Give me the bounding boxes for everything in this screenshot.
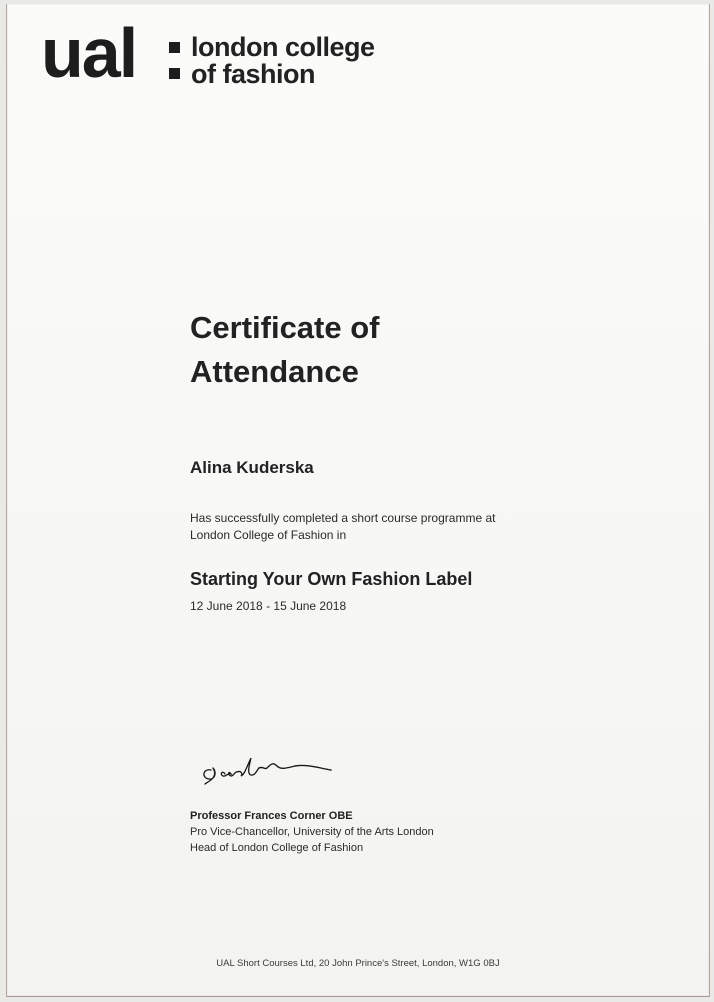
logo-colon-icon	[169, 42, 180, 90]
statement-line-1: Has successfully completed a short course programme at	[190, 511, 496, 525]
certificate-paper	[6, 4, 710, 997]
completion-statement	[190, 510, 610, 544]
course-dates: 12 June 2018 - 15 June 2018	[190, 599, 347, 613]
certificate-title	[190, 306, 610, 394]
logo-mark: ual	[41, 14, 137, 92]
footer-address: UAL Short Courses Ltd, 20 John Prince's Street, London, W1G 0BJ	[216, 958, 500, 969]
signatory-block	[190, 808, 590, 856]
logo-line-1: london college	[191, 32, 375, 62]
signature-image	[197, 744, 347, 792]
course-title: Starting Your Own Fashion Label	[190, 569, 473, 589]
recipient-name: Alina Kuderska	[190, 458, 314, 477]
title-line-2: Attendance	[190, 354, 359, 389]
statement-line-2: London College of Fashion in	[190, 528, 347, 542]
logo-line-2: of fashion	[191, 59, 315, 89]
signatory-role-2: Head of London College of Fashion	[190, 842, 364, 854]
signatory-name: Professor Frances Corner OBE	[190, 810, 353, 822]
signatory-role-1: Pro Vice-Chancellor, University of the Arts London	[190, 826, 434, 838]
logo-wordmark	[191, 34, 431, 88]
title-line-1: Certificate of	[190, 310, 380, 345]
